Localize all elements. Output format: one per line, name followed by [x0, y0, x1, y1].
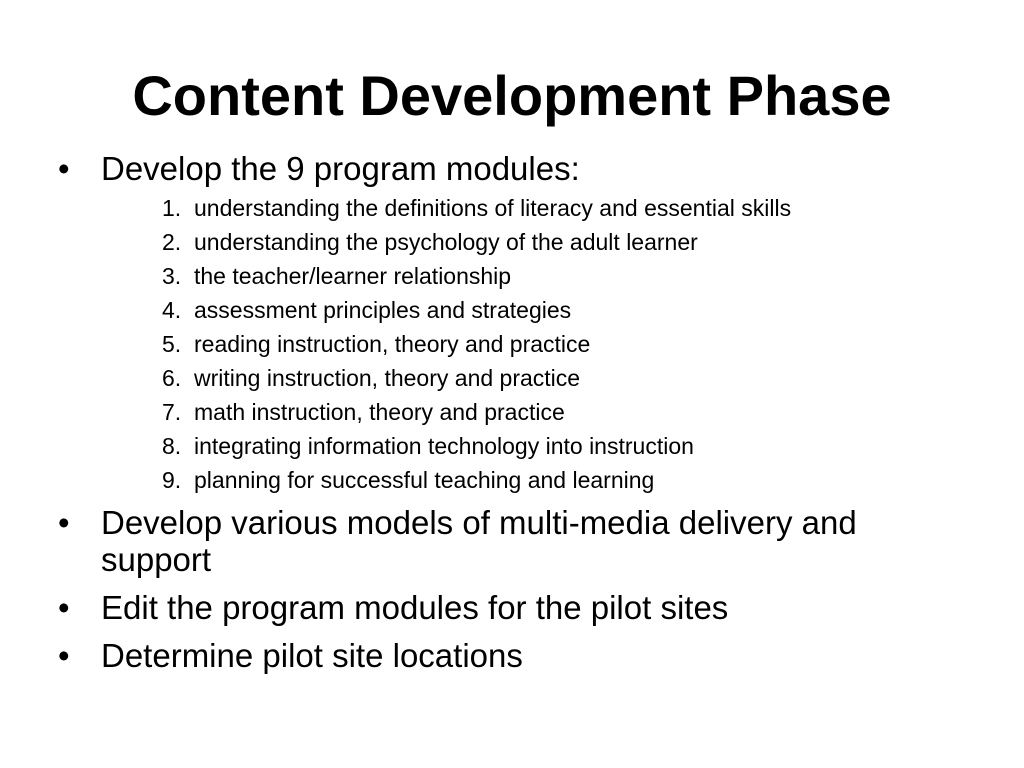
bullet-icon: • [58, 637, 70, 674]
module-text: understanding the definitions of literacy and essential skills [194, 195, 792, 221]
module-number: 3. [162, 263, 182, 289]
module-text: reading instruction, theory and practice [194, 331, 591, 357]
module-text: understanding the psychology of the adult learner [194, 229, 698, 255]
slide-title: Content Development Phase [132, 64, 892, 127]
module-number: 5. [162, 331, 182, 357]
module-text: planning for successful teaching and learning [194, 467, 655, 493]
bullet-text: Edit the program modules for the pilot sites [101, 589, 729, 626]
module-number: 2. [162, 229, 182, 255]
module-number: 7. [162, 399, 182, 425]
module-text: math instruction, theory and practice [194, 399, 565, 425]
bullet-icon: • [58, 150, 70, 187]
module-number: 4. [162, 297, 182, 323]
bullet-text: Determine pilot site locations [101, 637, 523, 674]
bullet-text: Develop the 9 program modules: [101, 150, 580, 187]
module-text: integrating information technology into instruction [194, 433, 694, 459]
bullet-text: Develop various models of multi-media delivery and support [101, 504, 857, 578]
module-number: 8. [162, 433, 182, 459]
module-text: the teacher/learner relationship [194, 263, 512, 289]
module-number: 6. [162, 365, 182, 391]
module-number: 1. [162, 195, 182, 221]
bullet-icon: • [58, 589, 70, 626]
bullet-icon: • [58, 504, 70, 541]
module-text: assessment principles and strategies [194, 297, 572, 323]
module-number: 9. [162, 467, 182, 493]
module-text: writing instruction, theory and practice [194, 365, 581, 391]
